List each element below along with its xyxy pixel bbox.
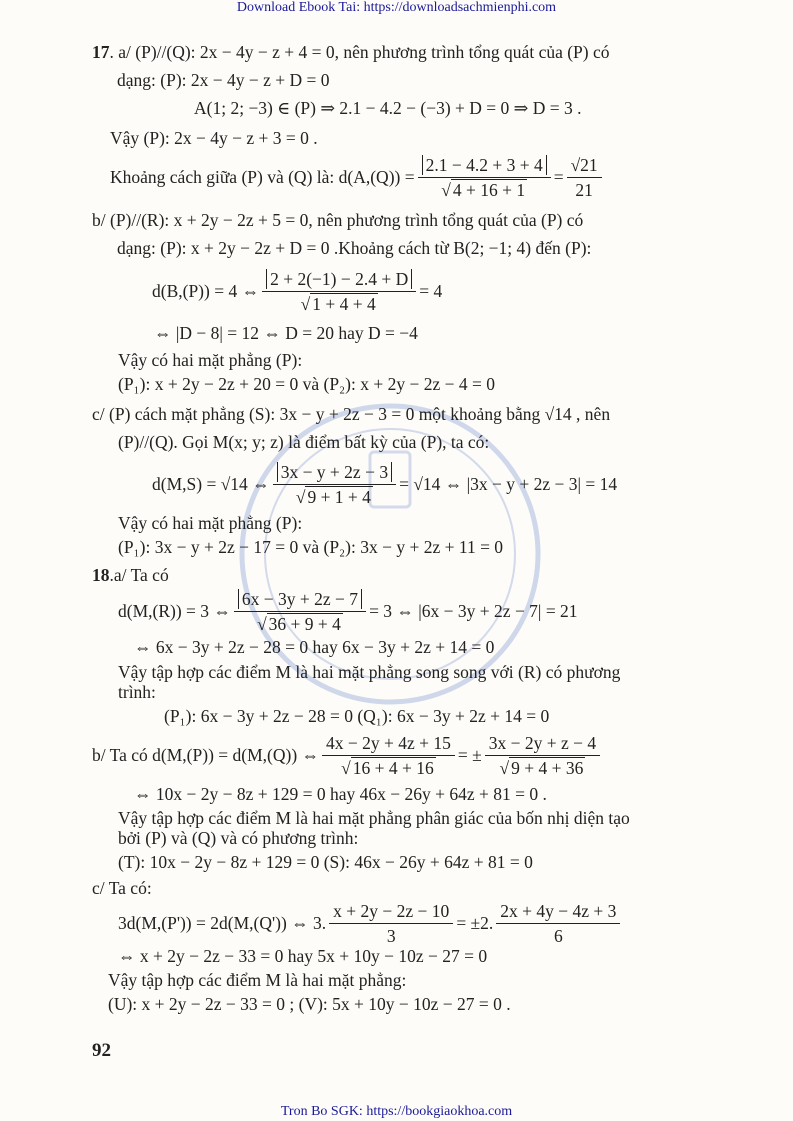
exercise-17-line-1: 17. a/ (P)//(Q): 2x − 4y − z + 4 = 0, nên phương trình tổng quát của (P) có <box>92 42 610 62</box>
exercise-18-heading: 18.a/ Ta có <box>92 565 169 585</box>
exercise-17b-line-1: b/ (P)//(R): x + 2y − 2z + 5 = 0, nên phương trình tổng quát của (P) có <box>92 210 584 230</box>
exercise-17b-line-4: ⇔ |D − 8| = 12 ⇔ D = 20 hay D = −4 <box>154 323 418 343</box>
exercise-18c-line-1: c/ Ta có: <box>92 878 152 898</box>
exercise-17c-line-2: (P)//(Q). Gọi M(x; y; z) là điểm bất kỳ của (P), ta có: <box>118 432 490 452</box>
exercise-17b-line-6: (P₁): x + 2y − 2z + 20 = 0 và (P₂): x + 2y − 2z − 4 = 0 <box>118 374 495 394</box>
exercise-18a-line-5: trình: <box>118 682 156 702</box>
exercise-18a-line-3: ⇔ 6x − 3y + 2z − 28 = 0 hay 6x − 3y + 2z + 14 = 0 <box>134 637 495 657</box>
exercise-18b-distance: b/ Ta có d(M,(P)) = d(M,(Q)) ⇔ $\frac{4x - 2y + 4z + 15}{√ 16 + 4 + 16}$ = ± $\frac{3x - 2y + z - 4}{√ 9 + 4 + 36}$ <box>92 730 603 780</box>
exercise-18c-line-4: Vậy tập hợp các điểm M là hai mặt phẳng: <box>108 970 407 990</box>
exercise-17-line-4: Vậy (P): 2x − 4y − z + 3 = 0 . <box>110 128 318 148</box>
exercise-17c-line-4: Vậy có hai mặt phẳng (P): <box>118 513 303 533</box>
exercise-18c-line-3: ⇔ x + 2y − 2z − 33 = 0 hay 5x + 10y − 10z − 27 = 0 <box>118 946 488 966</box>
exercise-17-line-3: A(1; 2; −3) ∈ (P) ⇒ 2.1 − 4.2 − (−3) + D = 0 ⇒ D = 3 . <box>194 98 582 118</box>
exercise-17b-line-5: Vậy có hai mặt phẳng (P): <box>118 350 303 370</box>
exercise-18b-line-4: Vậy tập hợp các điểm M là hai mặt phẳng phân giác của bốn nhị diện tạo <box>118 808 630 828</box>
exercise-18c-equation: 3d(M,(P')) = 2d(M,(Q')) ⇔ 3. $\frac{x + 2y - 2z - 10}{3}$ = ±2. $\frac{2x + 4y - 4z + 3}{6}$ <box>118 898 623 948</box>
exercise-18c-line-5: (U): x + 2y − 2z − 33 = 0 ; (V): 5x + 10y − 10z − 27 = 0 . <box>108 994 511 1014</box>
exercise-18a-distance: d(M,(R)) = 3 ⇔ $\frac{6x - 3y + 2z - 7}{√ 36 + 9 + 4}$ = 3 ⇔ |6x − 3y + 2z − 7| = 21 <box>118 588 578 634</box>
exercise-17c-line-5: (P₁): 3x − y + 2z − 17 = 0 và (P₂): 3x − y + 2z + 11 = 0 <box>118 537 504 557</box>
exercise-17b-line-2: dạng: (P): x + 2y − 2z + D = 0 .Khoảng cách từ B(2; −1; 4) đến (P): <box>117 238 592 258</box>
exercise-17c-line-1: c/ (P) cách mặt phẳng (S): 3x − y + 2z − 3 = 0 một khoảng bằng √14 , nên <box>92 404 611 424</box>
exercise-17b-distance: d(B,(P)) = 4 ⇔ $\frac{2 + 2(-1) - 2.4 + D}{√ 1 + 4 + 4}$ = 4 <box>152 268 443 314</box>
header-download-link[interactable]: Download Ebook Tai: https://downloadsachmienphi.com <box>236 0 557 15</box>
exercise-17-line-2: dạng: (P): 2x − 4y − z + D = 0 <box>117 70 330 90</box>
exercise-18a-line-4: Vậy tập hợp các điểm M là hai mặt phẳng song song với (R) có phương <box>118 662 621 682</box>
exercise-18b-line-5: bởi (P) và (Q) và có phương trình: <box>118 828 359 848</box>
exercise-18b-line-3: ⇔ 10x − 2y − 8z + 129 = 0 hay 46x − 26y + 64z + 81 = 0 . <box>134 784 547 804</box>
page-number: 92 <box>92 1040 111 1061</box>
footer-link[interactable]: Tron Bo SGK: https://bookgiaokhoa.com <box>280 1104 513 1119</box>
exercise-17-distance: Khoảng cách giữa (P) và (Q) là: d(A,(Q)) = $\frac{2.1 - 4.2 + 3 + 4}{√ 4 + 16 + 1}$ = $\frac{√21}{21}$ <box>110 154 605 200</box>
exercise-18a-line-6: (P₁): 6x − 3y + 2z − 28 = 0 (Q₁): 6x − 3y + 2z + 14 = 0 <box>164 706 550 726</box>
exercise-17c-distance: d(M,S) = √14 ⇔ $\frac{3x - y + 2z - 3}{√ 9 + 1 + 4}$ = √14 ⇔ |3x − y + 2z − 3| = 14 <box>152 461 618 507</box>
exercise-18b-line-6: (T): 10x − 2y − 8z + 129 = 0 (S): 46x − 26y + 64z + 81 = 0 <box>118 852 533 872</box>
